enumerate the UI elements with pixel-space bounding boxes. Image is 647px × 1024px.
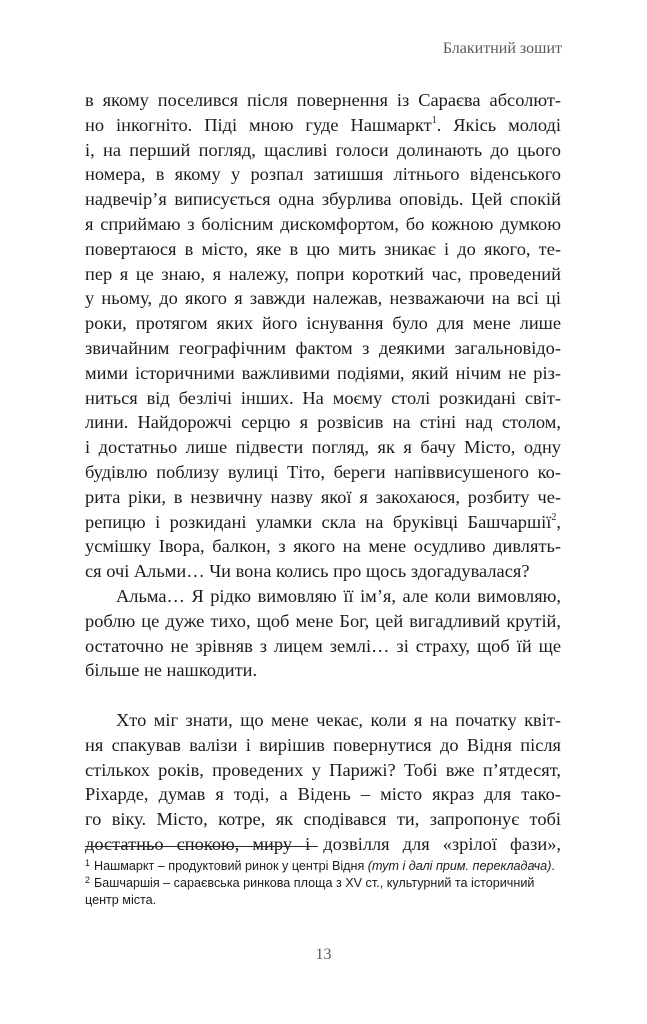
text-line: роки, протягом яких його існування було для мене лише [85,313,561,334]
text-line [85,113,561,138]
text-line: Хто міг знати, що мене чекає, коли я на початку квіт- [116,709,561,730]
text-line: звичайним географічним фактом з деякими загальновідо- [85,337,561,358]
page-number: 13 [315,946,332,963]
text-line: і, на перший погляд, щасливі голоси долинають до цього [85,139,561,160]
text-line: рита ріки, в незвичну назву якої я закохаюся, розбиту че- [85,486,561,507]
text-line: лини. Найдорожчі серцю я розвісив на стіні над столом, [85,412,561,433]
text-line: і достатньо лише підвести погляд, як я бачу Місто, одну [85,437,561,458]
footnote-ref-2: 2 [551,511,557,523]
footnote-text: Нашмаркт – продуктовий ринок у центрі Відня [94,859,368,873]
text-line: усмішку Івора, балкон, з якого на мене осудливо дивлять- [85,536,561,557]
section-break [85,683,561,708]
text-line: будівлю поблизу вулиці Тіто, береги напіввисушеного ко- [85,461,561,482]
text-line: стількох років, проведених у Парижі? Тобі вже п’ятдесят, [85,759,561,780]
text-span: . Якісь молоді [436,114,561,135]
text-line: у ньому, до якого я завжди належав, незважаючи на всі ці [85,288,561,309]
footnote-number: 2 [85,875,91,885]
text-line: в якому поселився після повернення із Сараєва абсолют- [85,90,561,110]
body-text [85,88,561,857]
text-line: Альма… Я рідко вимовляю її ім’я, але коли вимовляю, [116,585,561,606]
footnote-1 [85,858,561,875]
text-line: остаточно не зрівняв з лицем землі… зі страху, щоб їй ще [85,635,561,656]
text-line: ся очі Альми… Чи вона колись про щось здогадувалася? [85,561,530,582]
footnote-text: Башчаршія – сараєвська ринкова площа з XV ст., культурний та історичний [94,876,535,890]
text-line: роблю це дуже тихо, щоб мене Бог, цей вигадливий крутій, [85,610,561,631]
text-line: ня спакував валізи і вирішив повернутися до Відня після [85,734,561,755]
text-line: мими історичними важливими подіями, який нічим не різ- [85,362,561,383]
text-span: репицю і розкидані уламки скла на бруківці Башчаршії [85,511,552,532]
text-line: Ріхарде, думав я тоді, а Відень – місто якраз для тако- [85,784,561,805]
text-line: достатньо спокою, миру і дозвілля для «зрілої фази», [85,833,561,854]
text-line: я сприймаю з болісним дискомфортом, бо кожною думкою [85,213,561,234]
footnote-2 [85,875,561,892]
footnote-end: . [551,859,555,873]
text-line: більше не нашкодити. [85,660,258,681]
running-head: Блакитний зошит [442,40,562,57]
text-line: номера, в якому у розпал затишшя літнього віденського [85,164,561,185]
text-line [85,510,561,535]
footnotes [85,858,561,909]
footnote-ref-1: 1 [431,114,437,126]
footnote-number: 1 [85,858,91,868]
text-line: го віку. Місто, котре, як сподівався ти, запропонує тобі [85,809,561,830]
text-line: пер я це знаю, я належу, попри короткий час, проведений [85,263,561,284]
text-line: повертаюся в місто, яке в цю мить зникає і до якого, те- [85,238,561,259]
text-span: но інкогніто. Піді мною гуде Нашмаркт [85,114,432,135]
footnote-2-continuation: центр міста. [85,893,157,907]
footnote-italic: (тут і далі прим. перекладача) [367,859,552,873]
footnote-divider [85,846,318,847]
text-span: , [556,511,561,532]
text-line: надвечір’я виписується одна збурлива оповідь. Цей спокій [85,189,561,210]
text-line: ниться від безлічі інших. На моєму столі розкидані світ- [85,387,561,408]
